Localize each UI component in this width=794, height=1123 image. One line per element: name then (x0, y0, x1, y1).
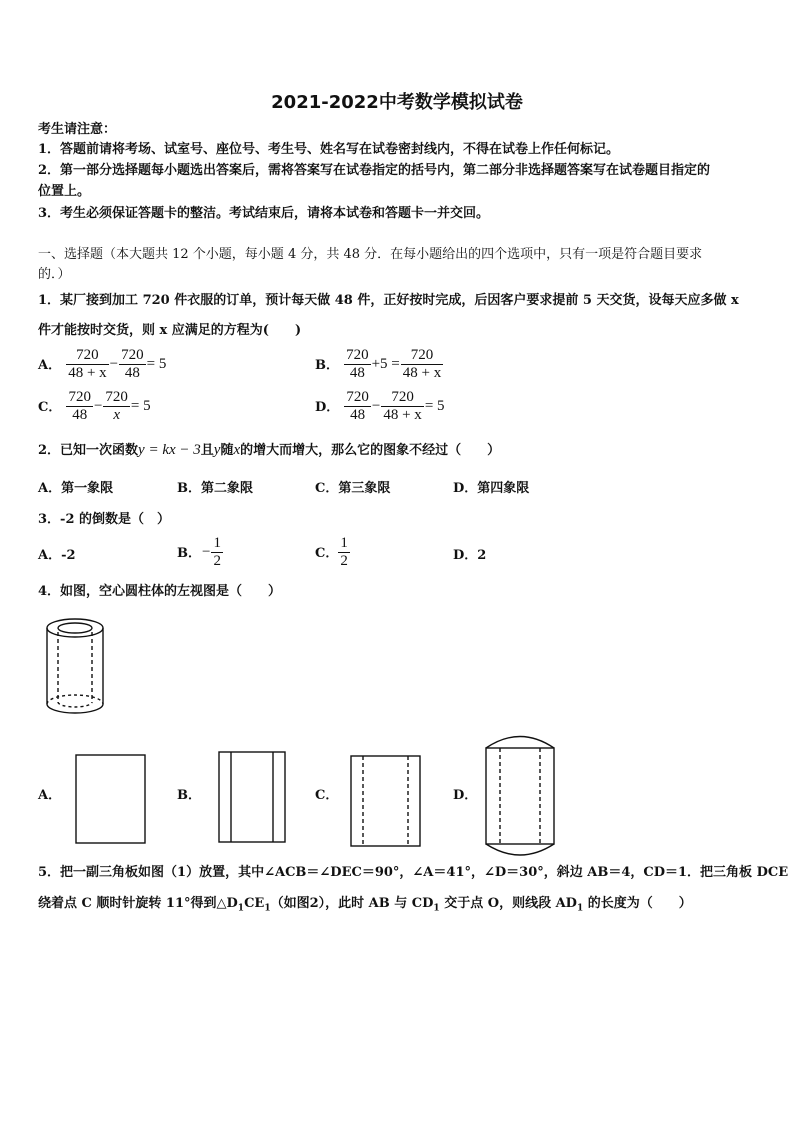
notice-item-1: 1．答题前请将考场、试室号、座位号、考生号、姓名写在试卷密封线内，不得在试卷上作任何标记。 (38, 142, 620, 157)
operator: − (93, 398, 103, 414)
numerator: 720 (105, 389, 128, 405)
option-c-figure (351, 756, 420, 846)
denominator: x (113, 407, 120, 423)
denominator: 2 (213, 553, 221, 569)
q4-option-a[interactable]: A． (38, 788, 62, 803)
numerator: 720 (68, 389, 91, 405)
q2-option-a[interactable]: A．第一象限 (38, 481, 114, 496)
q3-stem: 3．-2 的倒数是（ ） (38, 512, 171, 527)
subscript: 1 (237, 903, 245, 914)
option-b-figure (219, 752, 285, 842)
q2-option-b[interactable]: B．第二象限 (177, 481, 253, 496)
q4-option-c[interactable]: C． (315, 788, 339, 803)
notice-item-2: 2．第一部分选择题每小题选出答案后，需将答案写在试卷指定的括号内，第二部分非选择题答案写在试卷题目指定的 (38, 163, 711, 178)
q2-prefix: 2．已知一次函数 (38, 443, 139, 458)
operator: − (109, 356, 119, 372)
q3-option-a[interactable]: A．-2 (38, 548, 76, 563)
subscript: 1 (264, 903, 271, 914)
q5-stem-cont (38, 893, 692, 920)
q4-option-d[interactable]: D． (453, 788, 478, 803)
option-a-figure (76, 755, 145, 843)
numerator: 720 (346, 347, 369, 363)
notice-item-3: 3．考生必须保证答题卡的整洁。考试结束后，请将本试卷和答题卡一并交回。 (38, 206, 490, 221)
denominator: 48 + x (383, 407, 422, 423)
q4-option-b[interactable]: B． (177, 788, 201, 803)
numerator: 720 (381, 389, 423, 407)
numerator: 1 (340, 535, 348, 551)
minus-sign: − (202, 544, 211, 560)
q2-mid2: 随 (220, 443, 234, 458)
q2-suffix: 的增大而增大，那么它的图象不经过（ ） (240, 443, 501, 458)
q1-stem: 1．某厂接到加工 720 件衣服的订单，预计每天做 48 件，正好按时完成，后因客户要求提前 5 天交货，设每天应多做 x (38, 293, 739, 308)
q5-text-a: 绕着点 C 顺时针旋转 11°得到△D (38, 896, 238, 911)
q2-formula: y = kx − 3 (138, 442, 201, 458)
operator: +5 = (371, 356, 400, 372)
numerator: 720 (66, 347, 108, 365)
equals-rhs: = 5 (130, 398, 151, 414)
option-label: C． (38, 400, 62, 415)
q5-text-e: 的长度为（ ） (583, 896, 692, 911)
denominator: 48 (72, 407, 88, 423)
denominator: 48 + x (402, 365, 442, 381)
option-label: D． (315, 400, 340, 415)
denominator: 48 (349, 365, 365, 381)
operator: − (371, 398, 381, 414)
notice-heading: 考生请注意： (38, 122, 117, 137)
option-d-figure (486, 737, 554, 856)
option-label: B． (315, 358, 339, 373)
q2-var-y: y (213, 442, 221, 458)
option-label: C． (315, 546, 339, 561)
q2-option-c[interactable]: C．第三象限 (315, 481, 391, 496)
numerator: 720 (346, 389, 369, 405)
q2-mid1: 且 (200, 443, 214, 458)
subscript: 1 (576, 903, 584, 914)
hollow-cylinder-figure (47, 619, 103, 713)
q2-option-d[interactable]: D．第四象限 (453, 481, 530, 496)
equals-rhs: = 5 (146, 356, 167, 372)
q5-text-b: CE (244, 896, 265, 911)
denominator: 48 (350, 407, 366, 423)
denominator: 2 (340, 553, 348, 569)
option-label: B． (177, 546, 201, 561)
denominator: 48 + x (68, 365, 107, 381)
q5-text-d: 交于点 O，则线段 AD (439, 896, 577, 911)
q4-stem: 4．如图，空心圆柱体的左视图是（ ） (38, 584, 282, 599)
numerator: 1 (213, 535, 221, 551)
notice-item-2-cont: 位置上。 (38, 184, 91, 199)
equals-rhs: = 5 (424, 398, 445, 414)
section1-heading: 一、选择题（本大题共 12 个小题，每小题 4 分，共 48 分．在每小题给出的四个选项中，只有一项是符合题目要求 (38, 247, 703, 262)
q3-option-d[interactable]: D．2 (453, 548, 487, 563)
page-title: 2021-2022中考数学模拟试卷 (271, 92, 523, 113)
subscript: 1 (433, 903, 440, 914)
section1-heading-cont: 的．） (38, 267, 71, 282)
numerator: 720 (401, 347, 443, 365)
q5-text-c: （如图2），此时 AB 与 CD (270, 896, 434, 911)
q2-var-x: x (233, 442, 241, 458)
q5-stem: 5．把一副三角板如图（1）放置，其中∠ACB＝∠DEC＝90°，∠A＝41°，∠D＝30°，斜边 AB＝4，CD＝1．把三角板 DCE (38, 865, 789, 880)
q1-stem-cont: 件才能按时交货，则 x 应满足的方程为( ) (38, 323, 302, 338)
denominator: 48 (124, 365, 140, 381)
option-label: A． (38, 358, 62, 373)
numerator: 720 (121, 347, 144, 363)
